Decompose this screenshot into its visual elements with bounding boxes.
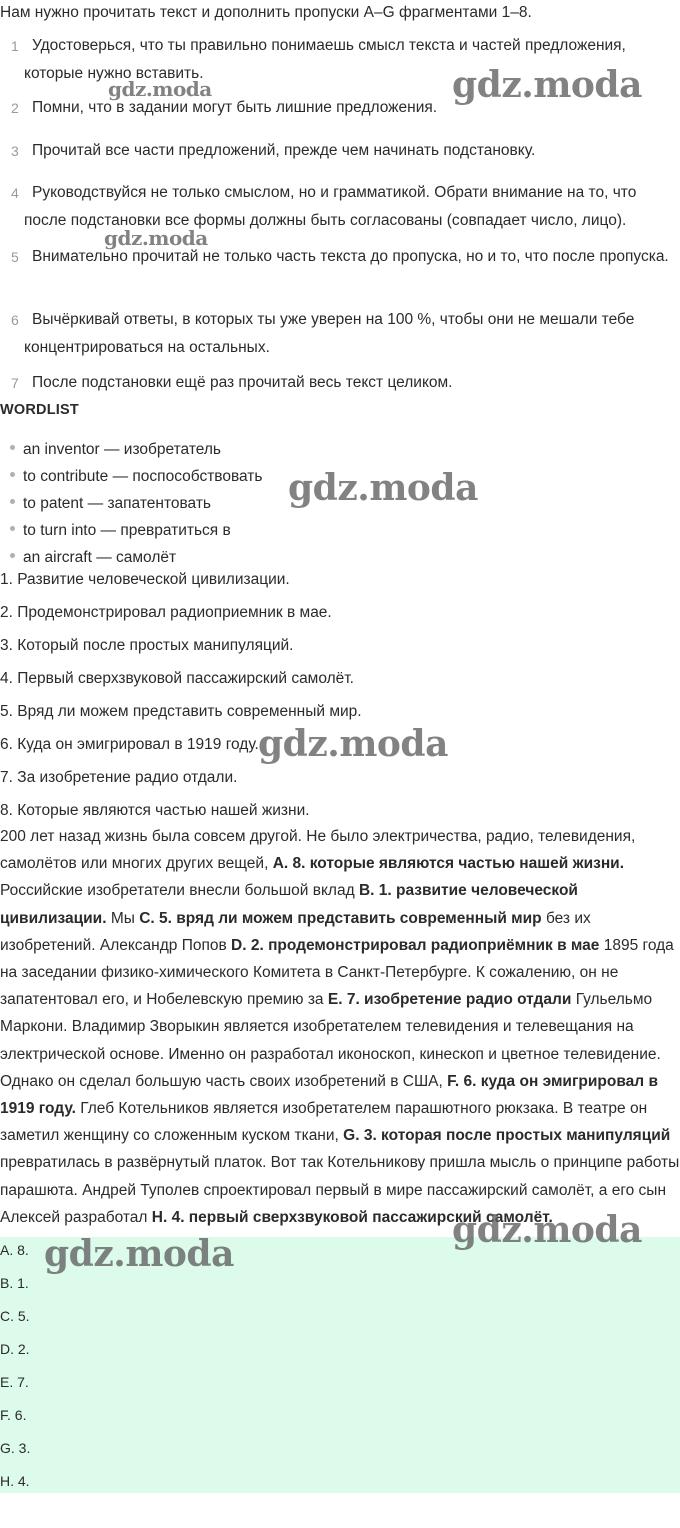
tip-item	[0, 243, 680, 271]
completed-text: 200 лет назад жизнь была совсем другой. Не было электричества, радио, телевидения, самолётов или многих других вещей, A. 8. которые являются частью нашей жизни. Российские изобретатели внесли большой вклад B. 1. развитие человеческой цивилизации. Мы C. 5. вряд ли можем представить современный мир без их изобретений. Александр Попов D. 2. продемонстрировал радиоприёмник в мае 1895 года на заседании физико-химического Комитета в Санкт-Петербурге. К сожалению, он не запатентовал его, и Нобелевскую премию за E. 7. изобретение радио отдали Гульельмо Маркони. Владимир Зворыкин является изобретателем телевидения и телевещания на электрической основе. Именно он разработал иконоскоп, кинескоп и цветное телевидение. Однако он сделал большую часть своих изобретений в США, F. 6. куда он эмигрировал в 1919 году. Глеб Котельников является изобретателем парашютного рюкзака. В театре он заметил женщину со сложенным куском ткани, G. 3. которая после простых манипуляций превратилась в развёрнутый платок. Вот так Котельникову пришла мысль о принципе работы парашюта. Андрей Туполев спроектировал первый в мире пассажирский самолёт, а его сын Алексей разработал H. 4. первый сверхзвуковой пассажирский самолёт.	[0, 828, 680, 1226]
tip-text: Удостоверься, что ты правильно понимаешь смысл текста и частей предложения, которые нужно вставить.	[24, 37, 626, 82]
tip-item	[0, 369, 680, 397]
inserted-answer: A. 8. которые являются частью нашей жизни.	[272, 855, 625, 873]
fragment-item: 6. Куда он эмигрировал в 1919 году.	[0, 736, 259, 753]
wordlist-item: to patent — запатентовать	[10, 494, 211, 514]
answer-item: H. 4.	[0, 1473, 30, 1489]
intro-text: Нам нужно прочитать текст и дополнить пропуски A–G фрагментами 1–8.	[0, 4, 532, 21]
inserted-answer: E. 7. изобретение радио отдали	[327, 991, 572, 1009]
tip-number: 1	[11, 38, 19, 54]
wordlist-title: WORDLIST	[0, 402, 79, 418]
tip-number: 2	[11, 100, 19, 116]
answer-item: E. 7.	[0, 1374, 29, 1390]
watermark: gdz.moda	[108, 77, 212, 101]
tip-number: 7	[11, 375, 19, 391]
tip-text: Прочитай все части предложений, прежде чем начинать подстановку.	[32, 142, 536, 159]
inserted-answer: D. 2. продемонстрировал радиоприёмник в мае	[231, 936, 600, 954]
wordlist-item: to turn into — превратиться в	[10, 521, 231, 541]
fragment-item: 1. Развитие человеческой цивилизации.	[0, 571, 290, 588]
wordlist-item: to contribute — поспособствовать	[10, 467, 263, 487]
watermark: gdz.moda	[452, 64, 642, 106]
bullet-icon	[10, 553, 15, 558]
tip-item	[0, 179, 680, 235]
answer-item: G. 3.	[0, 1440, 31, 1456]
answer-item: A. 8.	[0, 1242, 29, 1258]
fragment-item: 3. Который после простых манипуляций.	[0, 637, 294, 654]
bullet-icon	[10, 472, 15, 477]
tip-item	[0, 137, 680, 165]
bullet-icon	[10, 499, 15, 504]
bullet-icon	[10, 445, 15, 450]
tip-text: Вычёркивай ответы, в которых ты уже уверен на 100 %, чтобы они не мешали тебе концентрироваться на остальных.	[24, 311, 635, 356]
fragment-item: 8. Которые являются частью нашей жизни.	[0, 802, 310, 819]
tip-number: 4	[11, 185, 19, 201]
bullet-icon	[10, 526, 15, 531]
watermark: gdz.moda	[104, 226, 208, 250]
watermark: gdz.moda	[452, 1209, 642, 1251]
inserted-answer: B. 1. развитие человеческой цивилизации.	[0, 882, 578, 927]
watermark: gdz.moda	[44, 1233, 234, 1275]
answer-item: D. 2.	[0, 1341, 30, 1357]
watermark: gdz.moda	[258, 723, 448, 765]
answer-item: B. 1.	[0, 1275, 29, 1291]
inserted-answer: G. 3. которая после простых манипуляций	[343, 1127, 671, 1145]
tip-text: После подстановки ещё раз прочитай весь текст целиком.	[32, 374, 453, 391]
tip-text: Внимательно прочитай не только часть текста до пропуска, но и то, что после пропуска.	[32, 248, 669, 265]
wordlist-item: an aircraft — самолёт	[10, 548, 176, 568]
inserted-answer: H. 4. первый сверхзвуковой пассажирский самолёт.	[151, 1208, 553, 1226]
tip-number: 5	[11, 249, 19, 265]
tip-number: 3	[11, 143, 19, 159]
fragment-item: 2. Продемонстрировал радиоприемник в мае.	[0, 604, 332, 621]
tip-item	[0, 306, 680, 362]
fragment-item: 5. Вряд ли можем представить современный мир.	[0, 703, 362, 720]
answer-item: F. 6.	[0, 1407, 27, 1423]
fragment-item: 7. За изобретение радио отдали.	[0, 769, 238, 786]
tip-number: 6	[11, 312, 19, 328]
inserted-answer: F. 6. куда он эмигрировал в 1919 году.	[0, 1072, 658, 1118]
answer-item: C. 5.	[0, 1308, 30, 1324]
wordlist-item: an inventor — изобретатель	[10, 440, 221, 460]
fragment-item: 4. Первый сверхзвуковой пассажирский самолёт.	[0, 670, 354, 687]
tip-text: Помни, что в задании могут быть лишние предложения.	[32, 99, 438, 116]
inserted-answer: C. 5. вряд ли можем представить современный мир	[139, 909, 542, 927]
watermark: gdz.moda	[288, 467, 478, 509]
answers-block	[0, 1237, 680, 1493]
tip-text: Руководствуйся не только смыслом, но и грамматикой. Обрати внимание на то, что после подстановки все формы должны быть согласованы (совпадает число, лицо).	[24, 184, 637, 229]
